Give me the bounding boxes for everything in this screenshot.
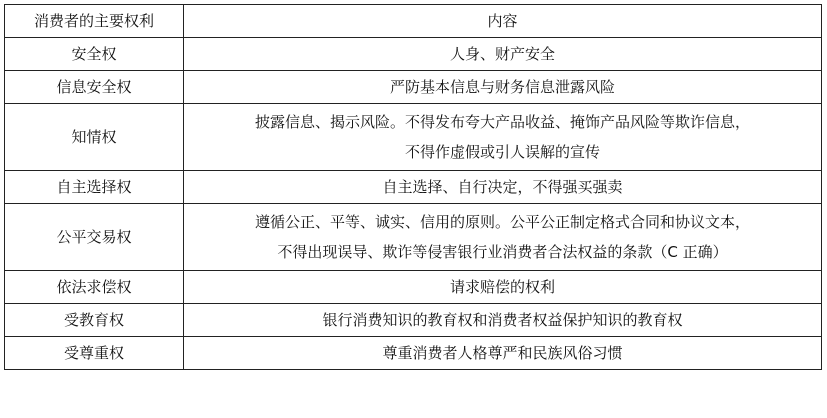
header-rights: 消费者的主要权利 bbox=[5, 5, 184, 38]
right-content bbox=[184, 71, 822, 104]
right-name: 受尊重权 bbox=[5, 337, 184, 370]
content-line: 请求赔偿的权利 bbox=[449, 278, 555, 296]
table-row bbox=[5, 171, 822, 204]
right-name: 信息安全权 bbox=[5, 71, 184, 104]
table-row bbox=[5, 337, 822, 370]
right-content bbox=[184, 171, 822, 204]
table-row bbox=[5, 104, 822, 171]
table-row bbox=[5, 204, 822, 271]
right-name: 受教育权 bbox=[5, 304, 184, 337]
content-line: 自主选择、自行决定，不得强买强卖 bbox=[382, 178, 623, 196]
content-line: 尊重消费者人格尊严和民族风俗习惯 bbox=[382, 344, 623, 362]
table-row bbox=[5, 271, 822, 304]
right-content bbox=[184, 38, 822, 71]
consumer-rights-table bbox=[4, 4, 822, 370]
content-line: 人身、财产安全 bbox=[449, 45, 555, 63]
table-row bbox=[5, 304, 822, 337]
content-line: 遵循公正、平等、诚实、信用的原则。公平公正制定格式合同和协议文本， bbox=[254, 213, 750, 231]
right-name: 安全权 bbox=[5, 38, 184, 71]
right-name: 自主选择权 bbox=[5, 171, 184, 204]
content-line: 银行消费知识的教育权和消费者权益保护知识的教育权 bbox=[322, 311, 683, 329]
right-name: 依法求偿权 bbox=[5, 271, 184, 304]
header-content: 内容 bbox=[184, 5, 822, 38]
right-name: 知情权 bbox=[5, 104, 184, 171]
table-row bbox=[5, 38, 822, 71]
right-content bbox=[184, 337, 822, 370]
table-row bbox=[5, 71, 822, 104]
content-line: 严防基本信息与财务信息泄露风险 bbox=[389, 78, 615, 96]
content-line: 不得出现误导、欺诈等侵害银行业消费者合法权益的条款（C 正确） bbox=[277, 243, 728, 261]
content-line: 不得作虚假或引人误解的宣传 bbox=[404, 143, 600, 161]
content-line: 披露信息、揭示风险。不得发布夸大产品收益、掩饰产品风险等欺诈信息， bbox=[254, 113, 750, 131]
right-name: 公平交易权 bbox=[5, 204, 184, 271]
right-content bbox=[184, 304, 822, 337]
right-content bbox=[184, 204, 822, 271]
right-content bbox=[184, 271, 822, 304]
table-header-row bbox=[5, 5, 822, 38]
right-content bbox=[184, 104, 822, 171]
